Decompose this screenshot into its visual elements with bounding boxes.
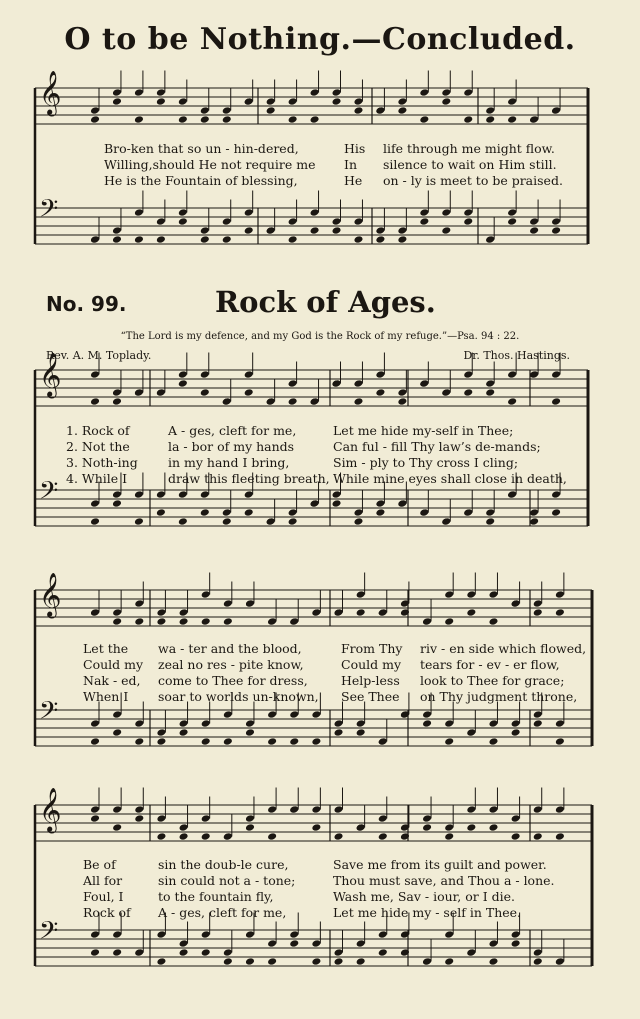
lyric-line: sin could not a - tone; [158, 873, 296, 888]
lyric-line: wa - ter and the blood, [158, 641, 302, 656]
lyric-line: Rock of [83, 905, 131, 920]
svg-text:𝄞: 𝄞 [39, 572, 62, 617]
bass-staff [35, 191, 588, 245]
lyric-line: Foul, I [83, 889, 124, 904]
lyric-line: Be of [83, 857, 116, 872]
lyric-line: in my hand I bring, [168, 455, 290, 470]
lyric-line: to the fountain fly, [158, 889, 274, 904]
svg-text:𝄞: 𝄞 [39, 70, 62, 115]
svg-text:𝄢: 𝄢 [39, 696, 59, 732]
lyric-line: When I [83, 689, 129, 704]
lyric-line: 2. Not the [66, 439, 130, 454]
lyric-line: All for [83, 873, 123, 888]
lyric-line: come to Thee for dress, [158, 673, 308, 688]
lyric-line: la - bor of my hands [168, 439, 295, 454]
continuation-title: O to be Nothing.—Concluded. [64, 22, 576, 57]
lyric-line: Could my [83, 657, 144, 672]
lyric-line: sin the doub-le cure, [158, 857, 289, 872]
author-credit: Rev. A. M. Toplady. [46, 349, 152, 362]
treble-staff [35, 352, 588, 406]
lyric-line: Thou must save, and Thou a - lone. [333, 873, 555, 888]
lyric-line: Let me hide my-self in Thee; [333, 423, 514, 438]
lyric-line: tears for - ev - er flow, [420, 657, 560, 672]
hymn-title: Rock of Ages. [215, 285, 436, 319]
lyric-line: Let the [83, 641, 129, 656]
scripture-quote: “The Lord is my defence, and my God is the Rock of my refuge.”—Psa. 94 : 22. [120, 331, 520, 342]
lyric-line: A - ges, cleft for me, [158, 905, 287, 920]
lyric-line: A - ges, cleft for me, [168, 423, 297, 438]
lyric-line: draw this fleeting breath, [168, 471, 330, 486]
bass-staff [35, 913, 592, 967]
lyric-line: Wash me, Sav - iour, or I die. [333, 889, 515, 904]
svg-text:𝄢: 𝄢 [39, 476, 59, 512]
lyric-line: silence to wait on Him still. [383, 157, 557, 172]
lyric-line: life through me might flow. [383, 141, 555, 156]
lyric-line: While mine eyes shall close in death, [333, 471, 567, 486]
composer-credit: Dr. Thos. Hastings. [463, 349, 570, 362]
lyric-line: 4. While I [66, 471, 128, 486]
lyric-line: Can ful - fill Thy law’s de-mands; [333, 439, 541, 454]
lyric-line: Sim - ply to Thy cross I cling; [333, 455, 519, 470]
lyric-line: riv - en side which flowed, [420, 641, 587, 656]
treble-staff [35, 787, 592, 841]
lyric-line: Willing,should He not require me [104, 157, 316, 172]
svg-text:𝄞: 𝄞 [39, 787, 62, 832]
lyric-line: Save me from its guilt and power. [333, 857, 547, 872]
lyric-line: From Thy [341, 641, 403, 656]
lyric-line: on Thy judgment throne, [420, 689, 578, 704]
lyric-line: Let me hide my - self in Thee. [333, 905, 522, 920]
lyric-line: soar to worlds un-known, [158, 689, 319, 704]
svg-text:𝄞: 𝄞 [39, 352, 62, 397]
hymn-number: No. 99. [46, 292, 127, 316]
svg-text:𝄢: 𝄢 [39, 194, 59, 230]
lyric-line: 1. Rock of [66, 423, 130, 438]
lyric-line: His [344, 141, 366, 156]
svg-text:𝄢: 𝄢 [39, 916, 59, 952]
lyric-line: He [344, 173, 363, 188]
treble-staff [35, 70, 588, 124]
lyric-line: Nak - ed, [83, 673, 141, 688]
lyric-line: He is the Fountain of blessing, [104, 173, 298, 188]
lyric-line: look to Thee for grace; [420, 673, 565, 688]
lyric-line: Bro-ken that so un - hin-dered, [104, 141, 299, 156]
treble-staff [35, 572, 592, 626]
lyric-line: 3. Noth-ing [66, 455, 138, 470]
lyric-line: See Thee [341, 689, 400, 704]
lyric-line: In [344, 157, 357, 172]
lyric-line: on - ly is meet to be praised. [383, 173, 563, 188]
lyric-line: Help-less [341, 673, 400, 688]
lyric-line: zeal no res - pite know, [158, 657, 304, 672]
lyric-line: Could my [341, 657, 402, 672]
